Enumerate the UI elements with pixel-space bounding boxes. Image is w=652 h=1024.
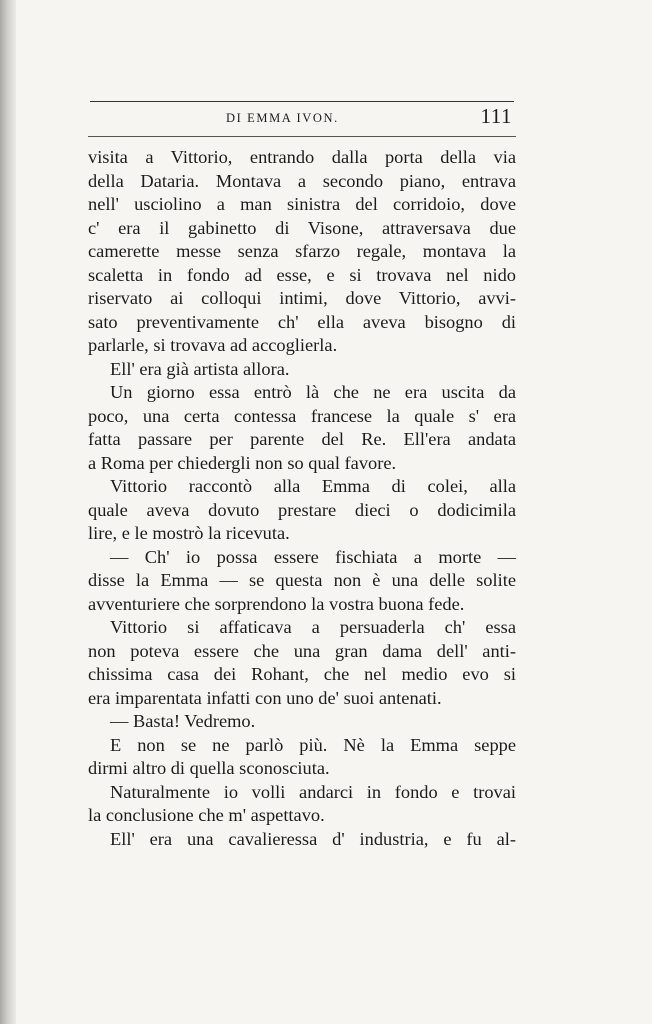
text-line: visita a Vittorio, entrando dalla porta della via	[88, 147, 516, 167]
paragraph-start: Vittorio raccontò alla Emma di colei, alla	[110, 476, 516, 496]
book-page	[88, 0, 516, 1024]
paragraph-start: — Ch' io possa essere fischiata a morte —	[110, 546, 516, 567]
body-text	[88, 146, 516, 851]
text-line: scaletta in fondo ad esse, e si trovava nel nido	[88, 264, 516, 285]
header-rule-bottom	[88, 136, 516, 137]
text-line: lire, e le mostrò la ricevuta.	[88, 523, 290, 543]
text-line: fatta passare per parente del Re. Ell'era andata	[88, 429, 516, 449]
text-line: chissima casa dei Rohant, che nel medio evo si	[88, 664, 516, 684]
text-line: c' era il gabinetto di Visone, attraversava due	[88, 217, 516, 238]
text-line: quale aveva dovuto prestare dieci o dodicimila	[88, 499, 516, 520]
text-line: avventuriere che sorprendono la vostra buona fede.	[88, 593, 465, 614]
paragraph-start: Ell' era già artista allora.	[110, 358, 290, 379]
header-rule-top	[90, 101, 514, 102]
text-line: sato preventivamente ch' ella aveva bisogno di	[88, 311, 516, 332]
running-head: DI EMMA IVON.	[226, 111, 339, 125]
text-line: riservato ai colloqui intimi, dove Vittorio, avvi-	[88, 288, 516, 308]
text-line: a Roma per chiedergli non so qual favore.	[88, 452, 397, 473]
paragraph-start: Vittorio si affaticava a persuaderla ch' essa	[110, 617, 516, 637]
text-line: non poteva essere che una gran dama dell' anti-	[88, 640, 516, 661]
text-line: della Dataria. Montava a secondo piano, entrava	[88, 170, 516, 191]
text-line: dirmi altro di quella sconosciuta.	[88, 758, 330, 778]
text-line: la conclusione che m' aspettavo.	[88, 805, 325, 825]
paragraph-start: — Basta! Vedremo.	[110, 711, 256, 731]
book-spine-shadow	[0, 0, 16, 1024]
page-number: 111	[480, 104, 512, 128]
paragraph-start: Ell' era una cavalieressa d' industria, e fu al-	[110, 828, 516, 849]
text-line: era imparentata infatti con uno de' suoi antenati.	[88, 687, 442, 708]
text-line: disse la Emma — se questa non è una delle solite	[88, 570, 516, 590]
paragraph-start: Un giorno essa entrò là che ne era uscita da	[110, 382, 516, 402]
text-line: parlarle, si trovava ad accoglierla.	[88, 335, 338, 355]
paragraph-start: Naturalmente io volli andarci in fondo e trovai	[110, 781, 516, 802]
text-line: camerette messe senza sfarzo regale, montava la	[88, 241, 516, 261]
paragraph-start: E non se ne parlò più. Nè la Emma seppe	[110, 734, 516, 755]
text-line: nell' usciolino a man sinistra del corridoio, dove	[88, 194, 516, 214]
text-line: poco, una certa contessa francese la quale s' era	[88, 405, 516, 426]
